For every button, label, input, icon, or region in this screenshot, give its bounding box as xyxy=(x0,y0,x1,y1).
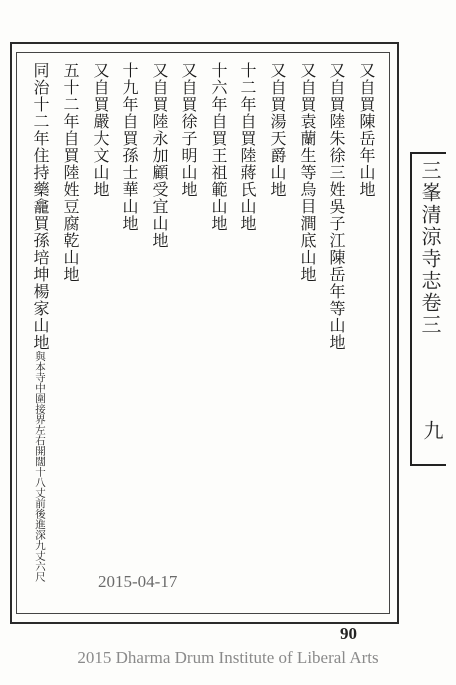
interlinear-note: 與本寺中圍接界左右開闊十八丈前後進深九丈六尺 xyxy=(34,351,46,582)
text-column-11: 五十二年自買陸姓豆腐乾山地 xyxy=(61,62,80,283)
text-column-12 xyxy=(31,62,49,582)
text-column-2: 又自買陸朱徐三姓吳子江陳岳年等山地 xyxy=(327,62,346,351)
text-column-7: 又自買徐子明山地 xyxy=(179,62,198,198)
page-number: 90 xyxy=(340,624,357,643)
text-column-3: 又自買袁蘭生等烏目澗底山地 xyxy=(298,62,317,283)
margin-folio-number: 九 xyxy=(420,420,444,440)
stamp-date: 2015-04-17 xyxy=(98,572,178,591)
text-column-5: 十二年自買陸蔣氏山地 xyxy=(238,62,257,232)
text-column-10: 又自買嚴大文山地 xyxy=(91,62,110,198)
text-column-6: 十六年自買王祖範山地 xyxy=(209,62,228,232)
margin-title: 三峯清涼寺志卷三 xyxy=(418,160,442,336)
text-column-9: 十九年自買孫士華山地 xyxy=(120,62,139,232)
text-column-12-main: 同治十二年住持藥龕買孫培坤楊家山地 xyxy=(31,62,50,351)
text-column-1: 又自買陳岳年山地 xyxy=(357,62,376,198)
footer-watermark: 2015 Dharma Drum Institute of Liberal Arts xyxy=(77,648,379,667)
text-column-4: 又自買湯天爵山地 xyxy=(268,62,287,198)
text-column-8: 又自買陸永加顧受宜山地 xyxy=(150,62,169,249)
